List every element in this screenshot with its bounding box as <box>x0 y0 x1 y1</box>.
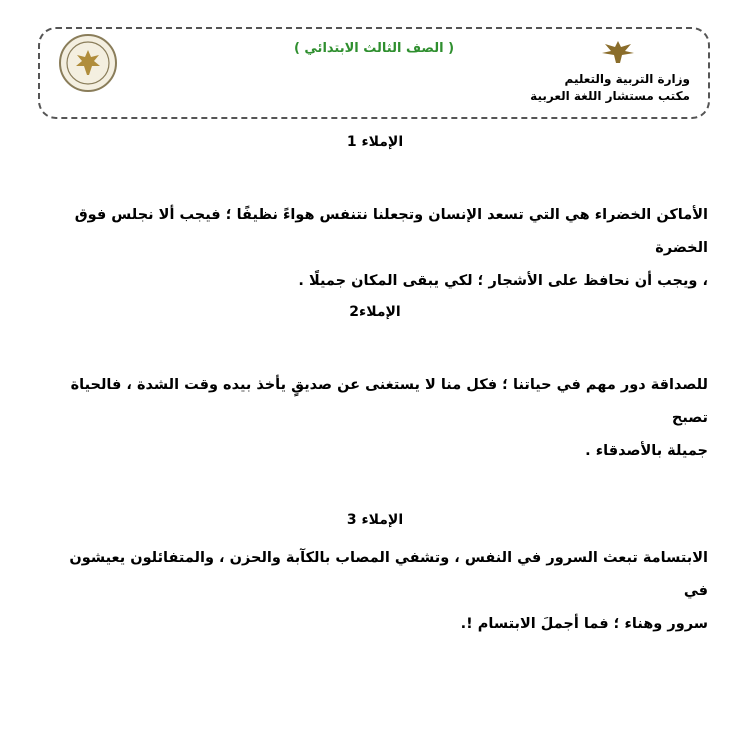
dictation-2-text <box>48 369 708 468</box>
text-line: الأماكن الخضراء هي التي تسعد الإنسان وتجعلنا نتنفس هواءً نظيفًا ؛ فيجب ألا نجلس فوق الخضرة <box>74 207 708 256</box>
text-line: ، ويجب أن نحافظ على الأشجار ؛ لكي يبقى المكان جميلًا . <box>298 273 708 289</box>
eagle-emblem-icon <box>598 39 638 65</box>
ministry-seal-icon <box>58 33 118 93</box>
header-frame <box>38 27 710 119</box>
text-line: جميلة بالأصدقاء . <box>585 443 708 459</box>
dictation-1-text <box>48 199 708 298</box>
text-line: للصداقة دور مهم في حياتنا ؛ فكل منا لا يستغنى عن صديقٍ يأخذ بيده وقت الشدة ، فالحياة تصبح <box>70 377 708 426</box>
dictation-1-title: الإملاء 1 <box>346 134 404 150</box>
grade-label: ( الصف الثالث الابتدائي ) <box>293 41 455 56</box>
dictation-2-title: الإملاء2 <box>349 304 401 320</box>
office-name: مكتب مستشار اللغة العربية <box>530 89 690 103</box>
ministry-block <box>530 71 690 105</box>
text-line: سرور وهناء ؛ فما أجملَ الابتسام !. <box>460 616 708 632</box>
ministry-name: وزارة التربية والتعليم <box>564 72 690 86</box>
dictation-3-text <box>48 542 708 641</box>
text-line: الابتسامة تبعث السرور في النفس ، وتشفي المصاب بالكآبة والحزن ، والمتفائلون يعيشون في <box>69 550 708 599</box>
dictation-3-title: الإملاء 3 <box>346 512 404 528</box>
